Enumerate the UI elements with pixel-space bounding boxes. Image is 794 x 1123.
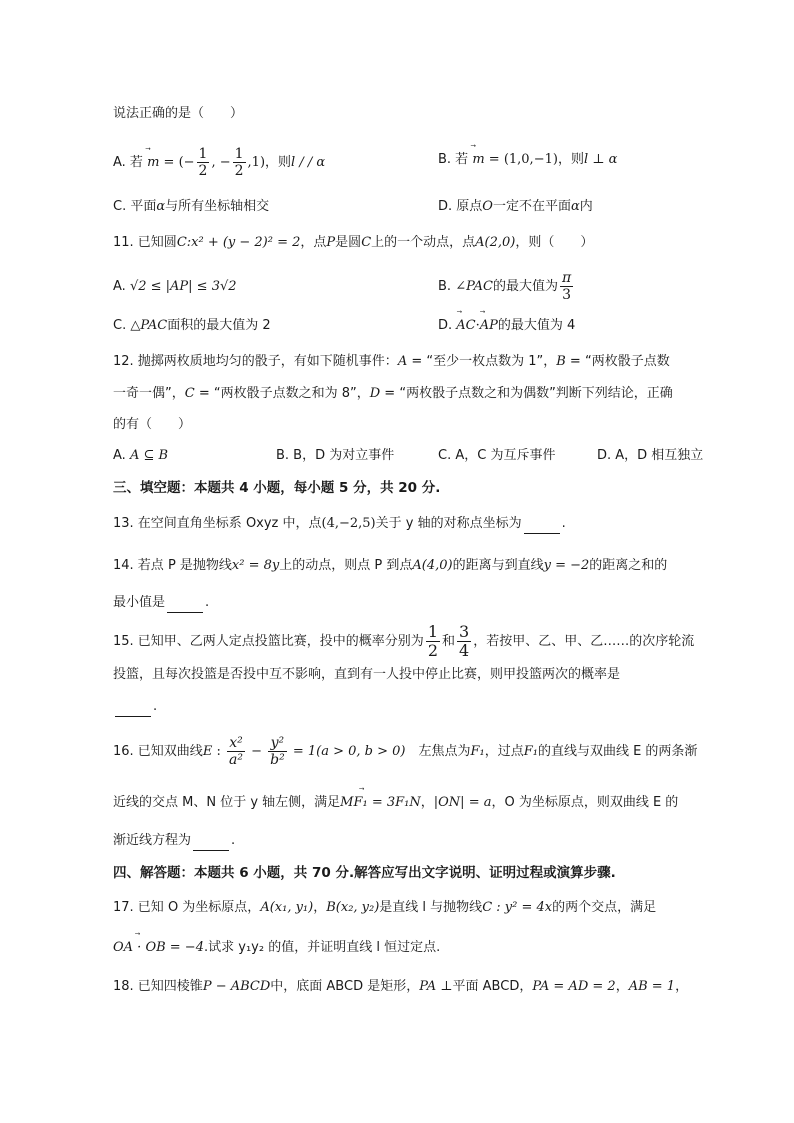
q10-d-origin: O <box>482 199 493 214</box>
q18-line1 <box>113 977 688 997</box>
q10-a-frac2-den: 2 <box>234 163 244 179</box>
q10-b-relation: l ⊥ α <box>583 152 618 167</box>
q11-stem-mid2: 是圆 <box>335 235 362 250</box>
q18-pre: 18. 已知四棱锥 <box>113 979 203 994</box>
q12-line1-eq2: = “两枚骰子点数 <box>565 354 670 369</box>
q14-line2 <box>113 593 209 613</box>
q18-eq1: PA = AD = 2 <box>532 979 616 994</box>
q13-answer-blank[interactable] <box>524 519 560 534</box>
q12-event-c: C <box>184 386 195 401</box>
q16-line3 <box>113 831 235 851</box>
q10-b-label: B. 若 <box>438 152 469 167</box>
q17-pre: 17. 已知 O 为坐标原点， <box>113 900 261 915</box>
q16-focus-f1b: F₁ <box>523 744 538 759</box>
q11-d-text: 的最大值为 4 <box>497 318 576 333</box>
q11-b-frac-den: 3 <box>562 287 572 303</box>
q13-post: 关于 y 轴的对称点坐标为 <box>375 516 522 531</box>
q10-a-frac1-den: 2 <box>198 163 208 179</box>
q16-line2 <box>113 793 678 813</box>
q15-pre: 15. 已知甲、乙两人定点投篮比赛，投中的概率分别为 <box>113 634 424 649</box>
q15-and: 和 <box>442 634 456 649</box>
q10-stem <box>113 104 243 124</box>
q17-dot-product: ⃗ OA · OB = −4 <box>113 938 204 958</box>
q14-pre: 14. 若点 P 是抛物线 <box>113 558 232 573</box>
q18-mid2: 平面 ABCD， <box>452 979 533 994</box>
q10-stem-text: 说法正确的是（ ） <box>113 106 244 121</box>
q10-option-b <box>438 150 617 170</box>
q15-frac1 <box>426 623 440 660</box>
q18-mid: 中，底面 ABCD 是矩形， <box>270 979 420 994</box>
q16-on-eq: |ON| = a <box>433 795 492 810</box>
q11-b-frac-num: π <box>562 270 572 286</box>
section-4-title <box>113 863 616 883</box>
q11-a-expr: √2 ≤ |AP| ≤ 3√2 <box>129 279 237 294</box>
q16-condition: = 1(a > 0, b > 0) <box>288 744 406 759</box>
q16-frac1 <box>227 735 245 768</box>
q11-d-vector-ac: ⃗ AC <box>456 316 475 336</box>
q14-line-eq: y = −2 <box>543 558 590 573</box>
q11-option-a <box>113 277 237 297</box>
q10-a-tail: ,1) <box>247 155 266 170</box>
section-3-title-text: 三、填空题：本题共 4 小题，每小题 5 分，共 20 分. <box>113 480 441 496</box>
q10-a-vector-m: ⃗ m <box>147 149 159 177</box>
q13 <box>113 514 566 534</box>
q14-parabola: x² = 8y <box>231 558 280 573</box>
q16-frac2 <box>268 735 287 768</box>
q16-line2-post: ，O 为坐标原点，则双曲线 E 的 <box>491 795 679 810</box>
section-3-title <box>113 478 440 498</box>
q16-line2-pre: 近线的交点 M、N 位于 y 轴左侧，满足 <box>113 795 341 810</box>
q17-line2-post: .试求 y₁y₂ 的值，并证明直线 l 恒过定点. <box>203 940 441 955</box>
q10-d-alpha: α <box>570 199 580 214</box>
q16-hyperbola-e: E <box>202 744 213 759</box>
q12-line1 <box>113 352 670 372</box>
q17-line2 <box>113 938 440 958</box>
q16-frac2-den: b² <box>270 752 285 768</box>
q12-line1-eq1: = “至少一枚点数为 1”， <box>407 354 557 369</box>
q10-b-then: ，则 <box>557 152 584 167</box>
q11-a-label: A. <box>113 279 126 294</box>
q10-a-eq-open: = (− <box>159 155 195 170</box>
q12-line2-pre: 一奇一偶”， <box>113 386 185 401</box>
q12-option-c <box>438 446 555 466</box>
q11-circle-c: C <box>361 235 372 250</box>
q16-mid: 左焦点为 <box>405 744 471 759</box>
q11-b-expr: ∠PAC <box>455 279 493 294</box>
q11-c-label: C. <box>113 318 127 333</box>
q12-c-text: C. A，C 为互斥事件 <box>438 448 556 463</box>
q16-answer-blank[interactable] <box>193 836 229 851</box>
q10-d-text-mid: 一定不在平面 <box>492 199 571 214</box>
q10-option-c <box>113 197 269 217</box>
q14-end: . <box>205 595 210 610</box>
q18-comma: ， <box>615 979 629 994</box>
q16-focus-f1: F₁ <box>470 744 485 759</box>
q10-d-text-post: 内 <box>579 199 593 214</box>
q18-pyramid: P − ABCD <box>202 979 271 994</box>
q10-d-text-pre: D. 原点 <box>438 199 483 214</box>
q16-pre: 16. 已知双曲线 <box>113 744 203 759</box>
q10-a-frac1 <box>197 146 210 179</box>
q10-b-eq: = (1,0,−1) <box>484 152 558 167</box>
q11-c-text: 面积的最大值为 2 <box>167 318 271 333</box>
q15-frac2 <box>457 623 471 660</box>
q15-line2-text: 投篮，且每次投篮是否投中互不影响，直到有一人投中停止比赛，则甲投篮两次的概率是 <box>113 667 621 682</box>
q15-line2 <box>113 665 620 685</box>
q16-post: 的直线与双曲线 E 的两条渐 <box>537 744 698 759</box>
q11-stem-pre: 11. 已知圆 <box>113 235 177 250</box>
q14-post: 的距离之和的 <box>589 558 668 573</box>
q14-line1 <box>113 556 667 576</box>
q17-comma: ， <box>313 900 327 915</box>
q10-c-text-post: 与所有坐标轴相交 <box>165 199 270 214</box>
q13-pre: 13. 在空间直角坐标系 Oxyz 中，点 <box>113 516 322 531</box>
q11-d-dot: · <box>475 318 480 333</box>
q11-point-p: P <box>326 235 336 250</box>
section-4-title-text: 四、解答题：本题共 6 小题，共 70 分.解答应写出文字说明、证明过程或演算步骤. <box>113 865 616 881</box>
q16-line2-comma: ， <box>420 795 434 810</box>
q12-event-b: B <box>556 354 566 369</box>
q10-b-vector-m: ⃗ m <box>472 150 484 170</box>
q10-a-then: ，则 <box>265 155 292 170</box>
q15-frac2-num: 3 <box>459 622 470 641</box>
q11-b-text: 的最大值为 <box>492 279 558 294</box>
q12-a-label: A. <box>113 448 126 463</box>
q12-d-text: D. A，D 相互独立 <box>597 448 704 463</box>
q10-a-frac2-num: 1 <box>234 146 244 162</box>
q16-vector-eq: ⃗ MF₁ = 3F₁N <box>340 793 421 813</box>
q16-frac1-den: a² <box>228 752 243 768</box>
q17-mid: 是直线 l 与抛物线 <box>379 900 483 915</box>
q11-d-vector-ap: ⃗ AP <box>480 316 498 336</box>
q18-perp: PA ⊥ <box>419 979 453 994</box>
q10-option-a <box>113 146 325 179</box>
q17-post: 的两个交点，满足 <box>552 900 657 915</box>
q12-event-a: A <box>397 354 408 369</box>
q12-option-d <box>597 446 703 466</box>
q16-line1 <box>113 731 697 773</box>
q12-line2-eq2: = “两枚骰子点数之和为偶数”判断下列结论，正确 <box>380 386 673 401</box>
q15-line1 <box>113 622 694 662</box>
q11-option-c <box>113 316 271 336</box>
q12-event-d: D <box>369 386 381 401</box>
q12-line2-eq1: = “两枚骰子点数之和为 8”， <box>194 386 370 401</box>
q10-option-d <box>438 197 593 217</box>
q15-post: ，若按甲、乙、甲、乙……的次序轮流 <box>473 634 695 649</box>
q12-a-expr: A ⊆ B <box>129 448 169 463</box>
q10-c-text-pre: C. 平面 <box>113 199 157 214</box>
q18-end: ， <box>675 979 689 994</box>
q11-stem-post: ，则（ ） <box>515 235 594 250</box>
q12-line1-pre: 12. 抛掷两枚质地均匀的骰子，有如下随机事件： <box>113 354 398 369</box>
q14-mid: 上的动点，则点 P 到点 <box>279 558 413 573</box>
q11-stem-mid: ，点 <box>300 235 327 250</box>
q16-frac2-num: y² <box>268 735 287 752</box>
q12-line3-text: 的有（ ） <box>113 417 192 432</box>
q14-line2-text: 最小值是 <box>113 595 166 610</box>
q12-line2 <box>113 384 673 404</box>
q10-c-alpha: α <box>156 199 166 214</box>
q18-eq2: AB = 1 <box>628 979 676 994</box>
q11-stem-mid3: 上的一个动点，点 <box>371 235 476 250</box>
q14-answer-blank[interactable] <box>167 598 203 613</box>
q16-mid2: ，过点 <box>484 744 524 759</box>
q13-point: (4,−2,5) <box>321 516 376 531</box>
q11-b-label: B. <box>438 279 452 294</box>
q11-d-label: D. <box>438 318 453 333</box>
q15-answer-blank[interactable] <box>115 702 151 717</box>
q15-line3 <box>113 697 157 717</box>
q16-minus: − <box>246 744 267 759</box>
q15-frac1-num: 1 <box>427 622 438 641</box>
q10-a-relation: l / / α <box>291 155 326 170</box>
q12-b-text: B. B，D 为对立事件 <box>276 448 395 463</box>
q12-option-a <box>113 446 168 466</box>
q17-line1 <box>113 898 656 918</box>
q16-end: . <box>231 833 236 848</box>
q15-end: . <box>153 699 158 714</box>
q11-c-expr: △PAC <box>130 318 168 333</box>
q16-colon: : <box>212 744 225 759</box>
q17-point-b: B(x₂, y₂) <box>326 900 380 915</box>
q11-b-frac <box>560 270 573 303</box>
q12-line3 <box>113 415 191 435</box>
q13-end: . <box>561 516 566 531</box>
q17-parabola: C : y² = 4x <box>482 900 553 915</box>
q11-circle-eq: C:x² + (y − 2)² = 2 <box>176 235 301 250</box>
q11-option-b <box>438 270 575 304</box>
q16-line3-text: 渐近线方程为 <box>113 833 192 848</box>
q11-point-a: A(2,0) <box>475 235 516 250</box>
q15-frac1-den: 2 <box>427 641 438 660</box>
q10-a-frac1-num: 1 <box>198 146 208 162</box>
q10-a-frac2 <box>233 146 246 179</box>
q14-point-a: A(4,0) <box>412 558 453 573</box>
q10-a-comma: , − <box>211 155 231 170</box>
q16-frac1-num: x² <box>227 735 245 752</box>
q15-frac2-den: 4 <box>459 641 470 660</box>
q11-option-d <box>438 316 575 336</box>
q11-stem <box>113 233 593 253</box>
q14-mid2: 的距离与到直线 <box>452 558 544 573</box>
q10-a-label: A. 若 <box>113 155 143 170</box>
q17-point-a: A(x₁, y₁) <box>260 900 314 915</box>
q12-option-b <box>276 446 394 466</box>
